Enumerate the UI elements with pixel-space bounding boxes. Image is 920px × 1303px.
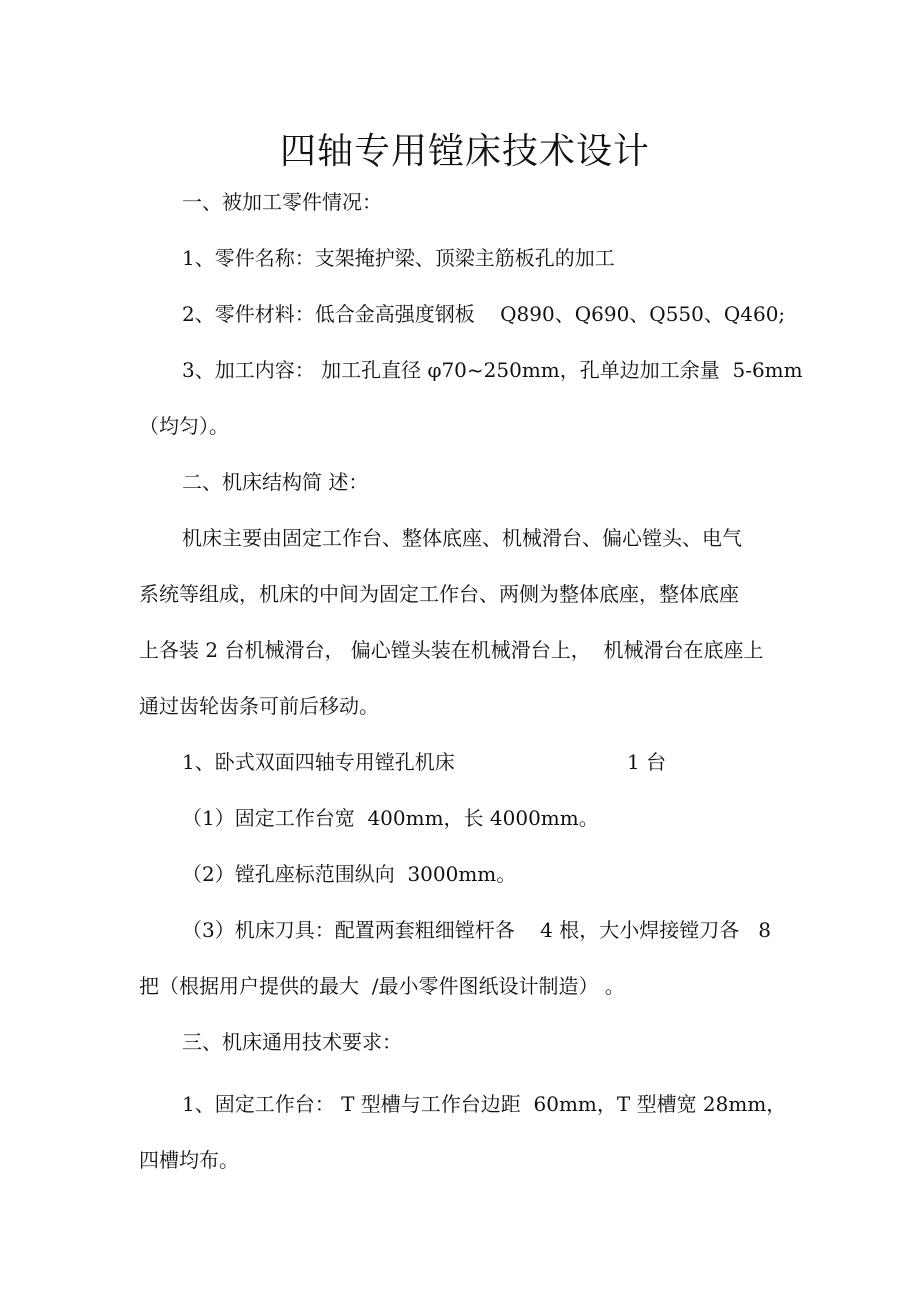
spec-tooling: （3）机床刀具：配置两套粗细镗杆各 4 根，大小焊接镗刀各 8 — [182, 918, 772, 942]
requirement-worktable: 1、固定工作台： T 型槽与工作台边距 60mm，T 型槽宽 28mm， — [182, 1092, 787, 1116]
structure-description-line: 系统等组成，机床的中间为固定工作台、两侧为整体底座，整体底座 — [139, 582, 739, 606]
structure-description-line: 机床主要由固定工作台、整体底座、机械滑台、偏心镗头、电气 — [182, 526, 742, 550]
spec-boring-range: （2）镗孔座标范围纵向 3000mm。 — [182, 862, 517, 886]
structure-description-line: 通过齿轮齿条可前后移动。 — [139, 694, 379, 718]
document-title: 四轴专用镗床技术设计 — [279, 131, 650, 172]
machine-item-name: 1、卧式双面四轴专用镗孔机床 — [182, 750, 455, 774]
spec-tooling-cont: 把（根据用户提供的最大 /最小零件图纸设计制造） 。 — [139, 974, 625, 998]
spec-worktable-size: （1）固定工作台宽 400mm，长 4000mm。 — [182, 806, 599, 830]
item-part-name: 1、零件名称：支架掩护梁、顶梁主筋板孔的加工 — [182, 246, 615, 270]
requirement-worktable-cont: 四槽均布。 — [139, 1148, 239, 1172]
item-part-material: 2、零件材料：低合金高强度钢板 Q890、Q690、Q550、Q460; — [182, 302, 786, 326]
section-heading-structure: 二、机床结构简 述： — [182, 470, 369, 494]
item-machining-content: 3、加工内容： 加工孔直径 φ70~250mm，孔单边加工余量 5-6mm — [182, 358, 803, 382]
item-machining-content-cont: （均匀）。 — [139, 414, 229, 438]
section-heading-parts: 一、被加工零件情况： — [182, 190, 382, 214]
section-heading-requirements: 三、机床通用技术要求： — [182, 1030, 402, 1054]
structure-description-line: 上各装 2 台机械滑台， 偏心镗头装在机械滑台上， 机械滑台在底座上 — [139, 638, 764, 662]
machine-item-quantity: 1 台 — [627, 750, 667, 774]
